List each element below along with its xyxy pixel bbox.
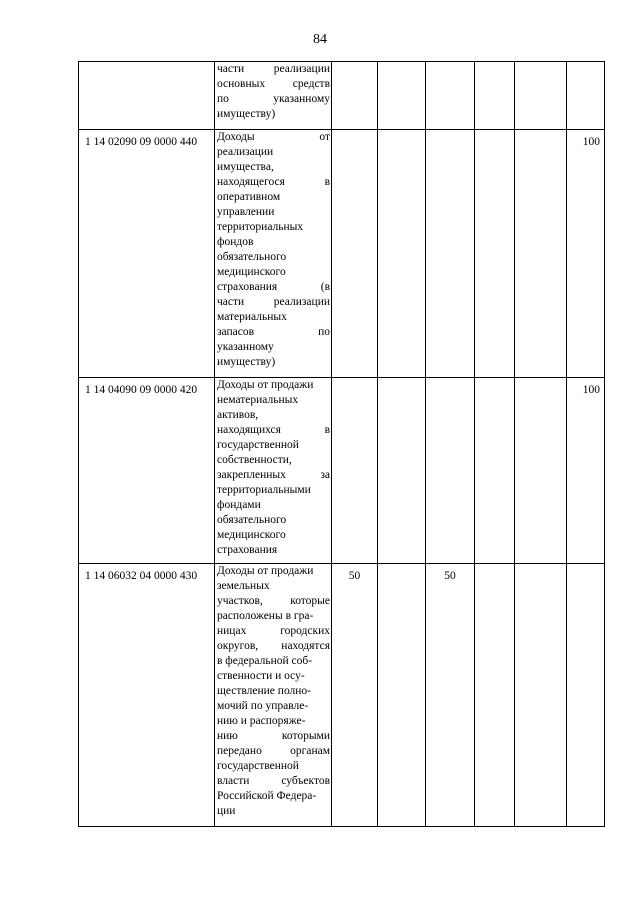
description-word: Доходы — [217, 131, 255, 143]
description-line — [217, 564, 330, 579]
description-word: средств — [292, 78, 330, 90]
description-word: страхования — [217, 281, 278, 293]
description-line — [217, 265, 330, 280]
description-line — [217, 438, 330, 453]
description-line — [217, 669, 330, 684]
description-line — [217, 654, 330, 669]
description-word: нию и распоряже- — [217, 715, 306, 727]
description-word: нематериальных — [217, 394, 299, 406]
value-cell-5 — [515, 378, 567, 564]
description-line — [217, 684, 330, 699]
description-word: в федеральной соб- — [217, 655, 313, 667]
description-word: имуществу) — [217, 108, 276, 120]
value-cell-6 — [567, 62, 605, 130]
description-word: государственной — [217, 439, 299, 451]
description-word: расположены в гра- — [217, 610, 314, 622]
table-row — [79, 564, 605, 827]
description-line — [217, 310, 330, 325]
value-cell-1: 50 — [332, 564, 378, 827]
description-line — [217, 408, 330, 423]
description-word: ственности и осу- — [217, 670, 305, 682]
description-line — [217, 423, 330, 438]
description-word: запасов — [217, 326, 255, 338]
description-word: Доходы от продажи — [217, 379, 314, 391]
description-line — [217, 295, 330, 310]
description-word: Доходы от продажи — [217, 565, 314, 577]
description-line — [217, 62, 330, 77]
description-word: нию — [217, 730, 238, 742]
description-line — [217, 325, 330, 340]
description-line — [217, 107, 330, 122]
description-line — [217, 789, 330, 804]
description-word: в — [324, 424, 330, 436]
description-line — [217, 729, 330, 744]
value-cell-1 — [332, 130, 378, 378]
description-word: находящегося — [217, 176, 285, 188]
table-row — [79, 62, 605, 130]
value-cell-5 — [515, 564, 567, 827]
description-line — [217, 340, 330, 355]
value-cell-6: 100 — [567, 378, 605, 564]
description-word: медицинского — [217, 266, 286, 278]
description-word: участков, — [217, 595, 263, 607]
row-code — [79, 62, 215, 130]
description-line — [217, 744, 330, 759]
description-line — [217, 355, 330, 370]
page-number: 84 — [313, 32, 327, 47]
value-cell-3 — [426, 130, 475, 378]
description-word: медицинского — [217, 529, 286, 541]
description-line — [217, 609, 330, 624]
description-line — [217, 468, 330, 483]
description-line — [217, 190, 330, 205]
table-row — [79, 130, 605, 378]
value-cell-1 — [332, 378, 378, 564]
value-cell-2 — [378, 378, 426, 564]
description-word: фондов — [217, 236, 254, 248]
description-line — [217, 220, 330, 235]
row-code: 1 14 06032 04 0000 430 — [79, 564, 215, 827]
value-cell-1 — [332, 62, 378, 130]
description-word: активов, — [217, 409, 259, 421]
description-word: мочий по управле- — [217, 700, 309, 712]
description-line — [217, 699, 330, 714]
description-word: части — [217, 296, 245, 308]
value-cell-6: 100 — [567, 130, 605, 378]
description-word: которые — [290, 595, 330, 607]
description-word: территориальными — [217, 484, 311, 496]
value-cell-6 — [567, 564, 605, 827]
description-line — [217, 594, 330, 609]
description-word: основных — [217, 78, 266, 90]
description-word: оперативном — [217, 191, 281, 203]
value-cell-4 — [475, 62, 515, 130]
description-word: находятся — [281, 640, 330, 652]
description-word: обязательного — [217, 514, 287, 526]
description-line — [217, 759, 330, 774]
row-description — [215, 564, 332, 827]
description-word: находящихся — [217, 424, 281, 436]
description-line — [217, 453, 330, 468]
value-cell-5 — [515, 62, 567, 130]
description-line — [217, 280, 330, 295]
description-word: округов, — [217, 640, 259, 652]
value-cell-3: 50 — [426, 564, 475, 827]
description-word: реализации — [273, 63, 330, 75]
description-word: территориальных — [217, 221, 304, 233]
description-word: которыми — [281, 730, 330, 742]
table-row — [79, 378, 605, 564]
description-line — [217, 175, 330, 190]
description-line — [217, 235, 330, 250]
description-word: управлении — [217, 206, 275, 218]
description-word: фондами — [217, 499, 261, 511]
row-description — [215, 62, 332, 130]
description-line — [217, 92, 330, 107]
row-code: 1 14 02090 09 0000 440 — [79, 130, 215, 378]
description-word: за — [320, 469, 330, 481]
value-cell-4 — [475, 130, 515, 378]
row-description — [215, 130, 332, 378]
description-line — [217, 483, 330, 498]
description-line — [217, 804, 330, 819]
value-cell-2 — [378, 62, 426, 130]
description-line — [217, 393, 330, 408]
description-word: от — [319, 131, 330, 143]
description-line — [217, 513, 330, 528]
description-word: субъектов — [281, 775, 330, 787]
description-word: имущества, — [217, 161, 274, 173]
description-word: ции — [217, 805, 236, 817]
description-word: передано — [217, 745, 262, 757]
description-word: указанному — [217, 341, 274, 353]
description-word: реализации — [217, 146, 274, 158]
description-word: указанному — [273, 93, 330, 105]
description-line — [217, 145, 330, 160]
description-word: ществление полно- — [217, 685, 312, 697]
description-word: государственной — [217, 760, 299, 772]
value-cell-5 — [515, 130, 567, 378]
description-line — [217, 714, 330, 729]
description-word: власти — [217, 775, 250, 787]
description-word: по — [217, 93, 229, 105]
description-word: материальных — [217, 311, 287, 323]
description-line — [217, 160, 330, 175]
value-cell-4 — [475, 564, 515, 827]
description-word: реализации — [273, 296, 330, 308]
description-line — [217, 774, 330, 789]
description-word: Российской Федера- — [217, 790, 317, 802]
description-line — [217, 528, 330, 543]
description-line — [217, 130, 330, 145]
description-word: закрепленных — [217, 469, 286, 481]
description-word: земельных — [217, 580, 270, 592]
description-word: имуществу) — [217, 356, 276, 368]
description-word: органам — [290, 745, 330, 757]
value-cell-3 — [426, 62, 475, 130]
description-line — [217, 378, 330, 393]
row-description — [215, 378, 332, 564]
budget-table — [78, 61, 605, 827]
description-word: городских — [280, 625, 330, 637]
description-line — [217, 639, 330, 654]
description-line — [217, 624, 330, 639]
value-cell-2 — [378, 564, 426, 827]
row-code: 1 14 04090 09 0000 420 — [79, 378, 215, 564]
description-word: страхования — [217, 544, 278, 556]
description-line — [217, 205, 330, 220]
value-cell-3 — [426, 378, 475, 564]
value-cell-2 — [378, 130, 426, 378]
description-word: части — [217, 63, 245, 75]
description-line — [217, 77, 330, 92]
description-line — [217, 543, 330, 558]
description-word: по — [318, 326, 330, 338]
description-word: (в — [320, 281, 330, 293]
description-line — [217, 498, 330, 513]
description-line — [217, 250, 330, 265]
description-line — [217, 579, 330, 594]
value-cell-4 — [475, 378, 515, 564]
description-word: обязательного — [217, 251, 287, 263]
description-word: ницах — [217, 625, 247, 637]
description-word: собственности, — [217, 454, 292, 466]
description-word: в — [324, 176, 330, 188]
